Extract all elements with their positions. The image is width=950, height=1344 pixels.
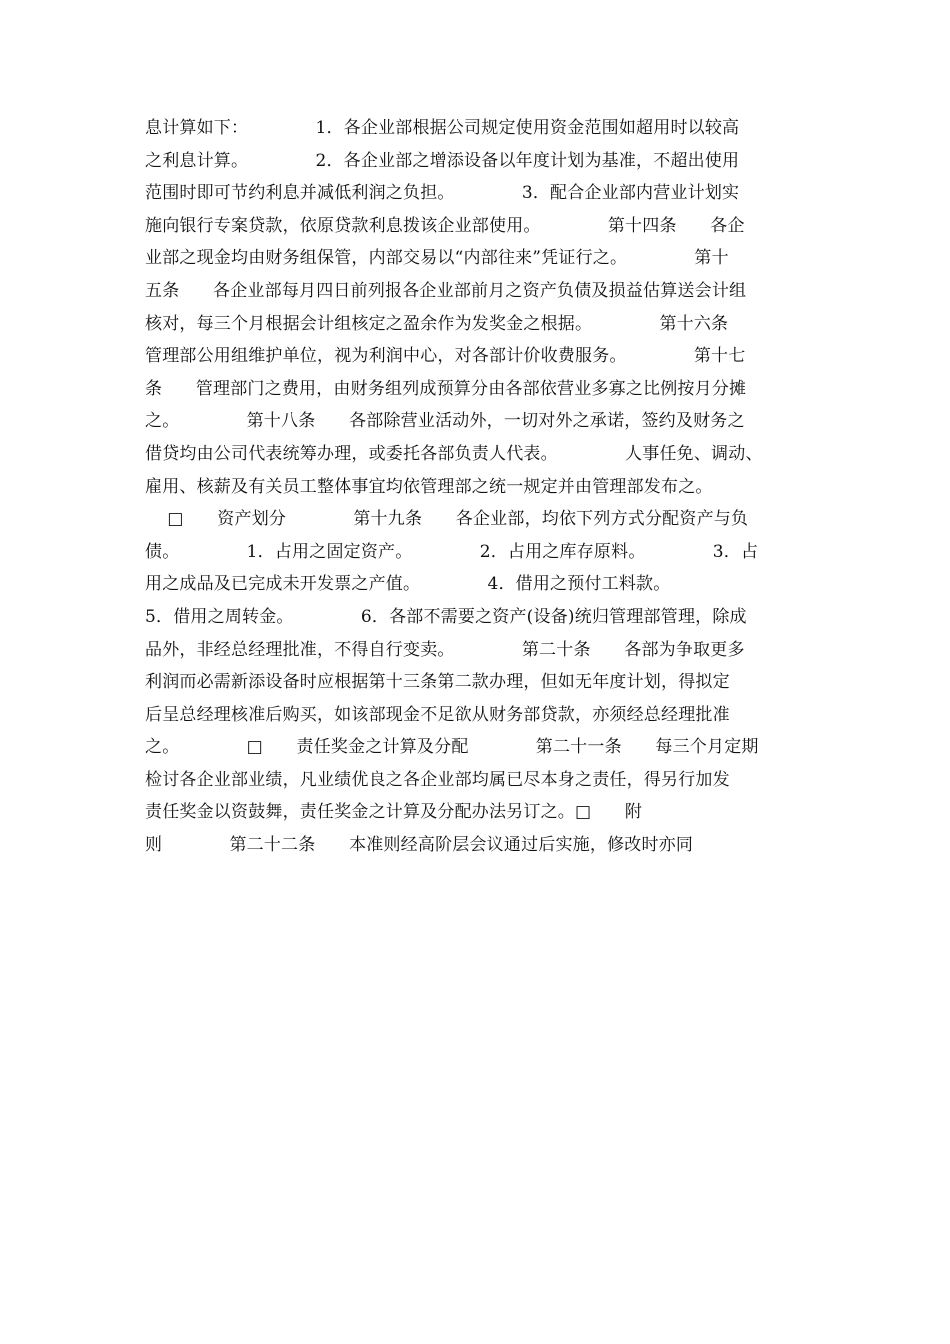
text-line: 债。 1．占用之固定资产。 2．占用之库存原料。 3．占: [145, 541, 759, 562]
body-text: [145, 112, 845, 862]
text-line: 5．借用之周转金。 6．各部不需要之资产(设备)统归管理部管理，除成: [145, 606, 747, 627]
text-line: 业部之现金均由财务组保管，内部交易以“内部往来”凭证行之。 第十: [145, 248, 729, 269]
text-line: 条 管理部门之费用，由财务组列成预算分由各部依营业多寡之比例按月分摊: [145, 378, 747, 399]
text-line: 五条 各企业部每月四日前列报各企业部前月之资产负债及损益估算送会计组: [145, 280, 747, 301]
text-line: 范围时即可节约利息并减低利润之负担。 3．配合企业部内营业计划实: [145, 183, 740, 204]
text-line: 后呈总经理核准后购买，如该部现金不足欲从财务部贷款，亦须经总经理批准: [145, 704, 730, 725]
text-line: 之利息计算。 2．各企业部之增添设备以年度计划为基准，不超出使用: [145, 150, 740, 171]
text-line: 核对，每三个月根据会计组核定之盈余作为发奖金之根据。 第十六条: [145, 313, 729, 334]
text-line: 责任奖金以资鼓舞，责任奖金之计算及分配办法另订之。□ 附: [145, 802, 643, 823]
text-line: 检讨各企业部业绩，凡业绩优良之各企业部均属已尽本身之责任，得另行加发: [145, 769, 730, 790]
text-line: 用之成品及已完成未开发票之产值。 4．借用之预付工料款。: [145, 574, 671, 595]
text-line: □ 资产划分 第十九条 各企业部，均依下列方式分配资产与负: [145, 509, 749, 530]
text-line: 利润而必需新添设备时应根据第十三条第二款办理，但如无年度计划，得拟定: [145, 672, 730, 693]
text-line: 施向银行专案贷款，依原贷款利息拨该企业部使用。 第十四条 各企: [145, 215, 745, 236]
text-line: 雇用、核薪及有关员工整体事宜均依管理部之统一规定并由管理部发布之。: [145, 476, 713, 497]
text-line: 借贷均由公司代表统筹办理，或委托各部负责人代表。 人事任免、调动、: [145, 443, 763, 464]
text-line: 则 第二十二条 本准则经高阶层会议通过后实施，修改时亦同: [145, 835, 694, 856]
text-line: 之。 □ 责任奖金之计算及分配 第二十一条 每三个月定期: [145, 737, 759, 758]
text-line: 息计算如下： 1．各企业部根据公司规定使用资金范围如超用时以较高: [145, 118, 740, 138]
text-line: 之。 第十八条 各部除营业活动外，一切对外之承诺，签约及财务之: [145, 411, 745, 432]
text-line: 品外，非经总经理批准，不得自行变卖。 第二十条 各部为争取更多: [145, 639, 745, 660]
text-line: 管理部公用组维护单位，视为利润中心，对各部计价收费服务。 第十七: [145, 346, 746, 367]
